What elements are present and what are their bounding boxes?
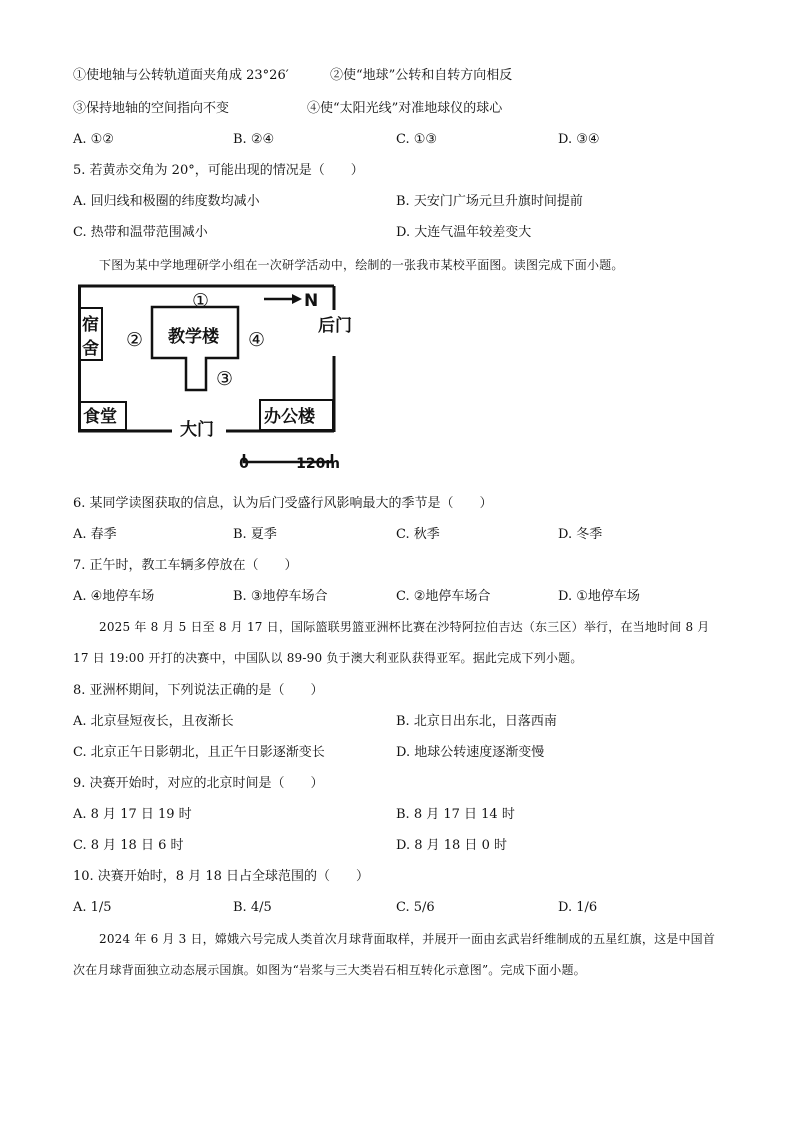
q9-option-a: A. 8 月 17 日 19 时 xyxy=(73,807,192,822)
map-intro-text: 下图为某中学地理研学小组在一次研学活动中，绘制的一张我市某校平面图。读图完成下面小题。 xyxy=(99,258,624,272)
q6-option-a: A. 春季 xyxy=(73,527,117,542)
basketball-intro xyxy=(73,612,723,674)
q10-option-c: C. 5/6 xyxy=(396,900,435,915)
q4-option-a: A. ①② xyxy=(73,132,114,147)
q10-option-b: B. 4/5 xyxy=(233,900,272,915)
moon-intro-text: 2024 年 6 月 3 日，嫦娥六号完成人类首次月球背面取样，并展开一面由玄武岩纤维制成的五星红旗，这是中国首次在月球背面独立动态展示国旗。如图为“岩浆与三大类岩石相互转化示意图”。完成下面小题。 xyxy=(73,932,716,977)
dormitory-label-bottom: 舍 xyxy=(82,339,99,359)
q6-stem: 6. 某同学读图获取的信息，认为后门受盛行风影响最大的季节是（ ） xyxy=(73,496,493,511)
office-label: 办公楼 xyxy=(264,407,315,427)
q10-option-a: A. 1/5 xyxy=(73,900,112,915)
q6-option-b: B. 夏季 xyxy=(233,527,277,542)
back-gate-label: 后门 xyxy=(318,316,352,336)
dormitory-label-top: 宿 xyxy=(82,315,99,335)
q7-stem: 7. 正午时，教工车辆多停放在（ ） xyxy=(73,558,298,573)
q8-stem: 8. 亚洲杯期间，下列说法正确的是（ ） xyxy=(73,683,324,698)
q5-stem: 5. 若黄赤交角为 20°，可能出现的情况是（ ） xyxy=(73,163,364,178)
q7-option-c: C. ②地停车场合 xyxy=(396,589,491,604)
q4-option-b: B. ②④ xyxy=(233,132,275,147)
q4-option-d: D. ③④ xyxy=(558,132,600,147)
q9-option-d: D. 8 月 18 日 0 时 xyxy=(396,838,507,853)
statement-3: ③保持地轴的空间指向不变 xyxy=(73,101,230,116)
statement-2: ②使“地球”公转和自转方向相反 xyxy=(330,68,513,83)
q6-option-c: C. 秋季 xyxy=(396,527,440,542)
teaching-building-label: 教学楼 xyxy=(168,327,219,347)
q7-option-a: A. ④地停车场 xyxy=(73,589,155,604)
campus-map-figure xyxy=(78,284,368,484)
q5-option-c: C. 热带和温带范围减小 xyxy=(73,225,208,240)
north-label: N xyxy=(304,291,319,311)
q8-option-d: D. 地球公转速度逐渐变慢 xyxy=(396,745,545,760)
position-3: ③ xyxy=(216,368,234,390)
q10-option-d: D. 1/6 xyxy=(558,900,598,915)
q5-option-a: A. 回归线和极圈的纬度数均减小 xyxy=(73,194,260,209)
statement-1: ①使地轴与公转轨道面夹角成 23°26′ xyxy=(73,68,289,83)
q10-stem: 10. 决赛开始时，8 月 18 日占全球范围的（ ） xyxy=(73,869,370,884)
scale-end-label: 120m xyxy=(296,456,340,472)
q9-option-b: B. 8 月 17 日 14 时 xyxy=(396,807,515,822)
position-1: ① xyxy=(192,290,210,312)
basketball-intro-text: 2025 年 8 月 5 日至 8 月 17 日，国际篮联男篮亚洲杯比赛在沙特阿拉伯吉达（东三区）举行，在当地时间 8 月 17 日 19:00 开打的决赛中，中国队以 89-90 负于澳大利亚队获得亚军。据此完成下列小题。 xyxy=(73,620,710,665)
q8-option-a: A. 北京昼短夜长，且夜渐长 xyxy=(73,714,234,729)
q7-option-b: B. ③地停车场合 xyxy=(233,589,328,604)
north-arrow-icon xyxy=(292,294,302,304)
q9-option-c: C. 8 月 18 日 6 时 xyxy=(73,838,184,853)
scale-zero-label: 0 xyxy=(239,456,249,472)
q7-option-d: D. ①地停车场 xyxy=(558,589,640,604)
q5-option-d: D. 大连气温年较差变大 xyxy=(396,225,532,240)
q4-option-c: C. ①③ xyxy=(396,132,438,147)
q6-option-d: D. 冬季 xyxy=(558,527,603,542)
statement-4: ④使“太阳光线”对准地球仪的球心 xyxy=(307,101,503,116)
q5-option-b: B. 天安门广场元旦升旗时间提前 xyxy=(396,194,583,209)
position-2: ② xyxy=(126,329,144,351)
moon-intro xyxy=(73,924,723,986)
q9-stem: 9. 决赛开始时，对应的北京时间是（ ） xyxy=(73,776,324,791)
main-gate-label: 大门 xyxy=(180,420,214,440)
q8-option-b: B. 北京日出东北，日落西南 xyxy=(396,714,557,729)
position-4: ④ xyxy=(248,329,266,351)
canteen-label: 食堂 xyxy=(83,407,117,427)
q8-option-c: C. 北京正午日影朝北，且正午日影逐渐变长 xyxy=(73,745,325,760)
map-intro xyxy=(73,250,723,281)
